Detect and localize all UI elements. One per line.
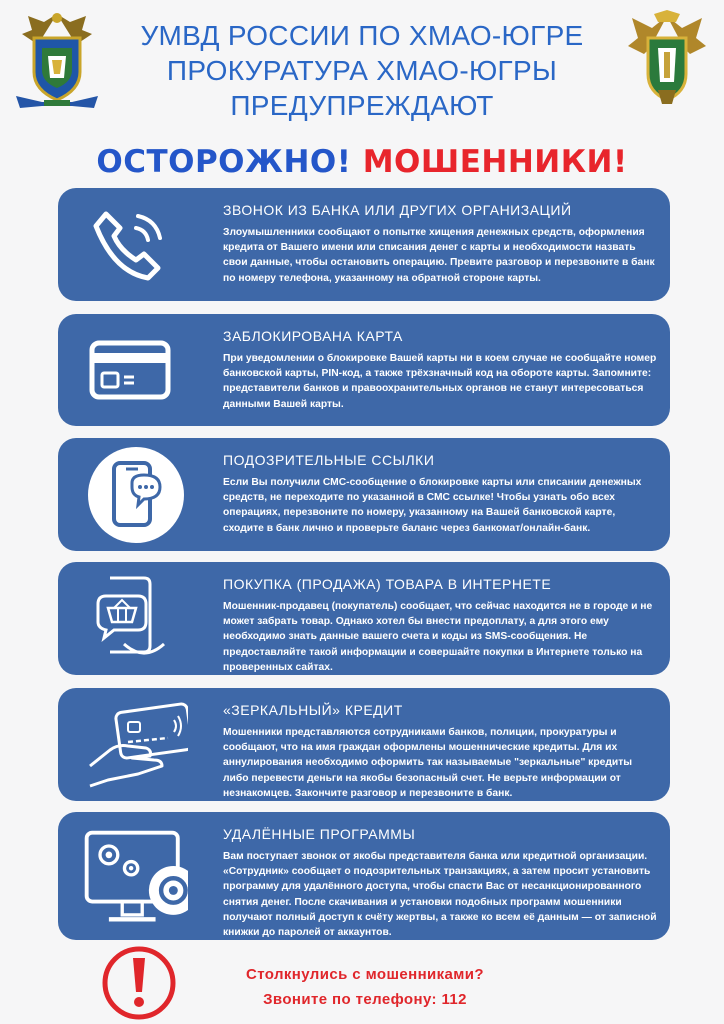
hotline-message xyxy=(180,962,550,1012)
police-emblem-icon xyxy=(14,8,100,112)
monitor-gears-icon xyxy=(72,826,188,926)
card-mirror-credit xyxy=(58,688,670,801)
hotline-line-2: Звоните по телефону: 112 xyxy=(263,991,467,1008)
card-remote-programs xyxy=(58,812,670,940)
card-text: Вам поступает звонок от якобы представителя банка или кредитной организации. «Сотрудник» сообщает о подозрительных транзакциях, а затем просит установить программу для удалённого доступа, чтобы спасти Вас от несанкционированного снятия денег. После скачивания и установки подобных программ мошенники получают полный доступ к счёту жертвы, а также ко всем её данным — от записной книжки до паролей от аккаунтов. xyxy=(223,851,657,939)
card-title: ПОДОЗРИТЕЛЬНЫЕ ССЫЛКИ xyxy=(223,452,435,468)
card-text: Мошенник-продавец (покупатель) сообщает, что сейчас находится не в городе и не может забрать товар. Однако хотел бы внести предоплату, а для этого ему необходимо знать данные вашего счета и коды из SMS-сообщения. Не предоставляйте такой информации и совершайте покупки в Интернете только на проверенных сайтах. xyxy=(223,601,653,673)
card-online-purchase xyxy=(58,562,670,675)
card-text: При уведомлении о блокировке Вашей карты ни в коем случае не сообщайте номер банковской карты, PIN-код, а также трёхзначный код на обороте карты. Запомните: представители банков и правоохранительных органов не станут интересоваться данными Вашей карты. xyxy=(223,353,657,410)
card-title: ПОКУПКА (ПРОДАЖА) ТОВАРА В ИНТЕРНЕТЕ xyxy=(223,576,552,592)
card-bank-call xyxy=(58,188,670,301)
card-title: УДАЛЁННЫЕ ПРОГРАММЫ xyxy=(223,826,416,842)
card-title: ЗАБЛОКИРОВАНА КАРТА xyxy=(223,328,403,344)
card-title: ЗВОНОК ИЗ БАНКА ИЛИ ДРУГИХ ОРГАНИЗАЦИЙ xyxy=(223,202,572,218)
title-line-1: УМВД РОССИИ ПО ХМАО-ЮГРЕ xyxy=(140,20,584,51)
phone-icon xyxy=(84,200,174,290)
shopping-phone-icon xyxy=(84,574,174,664)
header xyxy=(0,0,724,130)
page-title xyxy=(100,18,624,123)
card-title: «ЗЕРКАЛЬНЫЙ» КРЕДИТ xyxy=(223,702,403,718)
exclamation-icon xyxy=(100,944,178,1022)
card-text: Если Вы получили СМС-сообщение о блокировке карты или списании денежных средств, не переходите по указанной в СМС ссылке! Чтобы узнать обо всех операциях, перезвоните по номеру, указанному на Вашей банковской карте, сходите в банк лично и проверьте баланс через банкомат/онлайн-банк. xyxy=(223,477,642,534)
card-suspicious-links xyxy=(58,438,670,551)
warning-headline xyxy=(0,144,724,180)
warning-part-2: МОШЕННИКИ! xyxy=(362,144,628,180)
hand-card-icon xyxy=(78,700,188,790)
hotline-line-1: Столкнулись с мошенниками? xyxy=(246,966,484,983)
warning-part-1: ОСТОРОЖНО! xyxy=(96,144,352,180)
title-line-3: ПРЕДУПРЕЖДАЮТ xyxy=(230,90,494,121)
bank-card-icon xyxy=(84,325,174,415)
card-blocked-card xyxy=(58,314,670,426)
title-line-2: ПРОКУРАТУРА ХМАО-ЮГРЫ xyxy=(166,55,558,86)
card-text: Злоумышленники сообщают о попытке хищения денежных средств, оформления кредита от Вашего имени или списания денег с карты и необходимости назвать свои данные, чтобы остановить операцию. Превите разговор и перезвоните в банк по номеру телефона, указанному на обратной стороне карты. xyxy=(223,227,655,284)
smartphone-message-icon xyxy=(106,461,166,529)
card-text: Мошенники представляются сотрудниками банков, полиции, прокуратуры и сообщают, что на имя граждан оформлены мошеннические кредиты. Для их аннулирования необходимо оформить так называемые "зеркальные" кредиты либо перевести деньги на якобы безопасный счет. Не верьте информации от незнакомцев. Закончите разговор и перезвоните в банк. xyxy=(223,727,633,799)
icon-badge xyxy=(88,447,184,543)
prosecutor-emblem-icon xyxy=(624,8,710,108)
